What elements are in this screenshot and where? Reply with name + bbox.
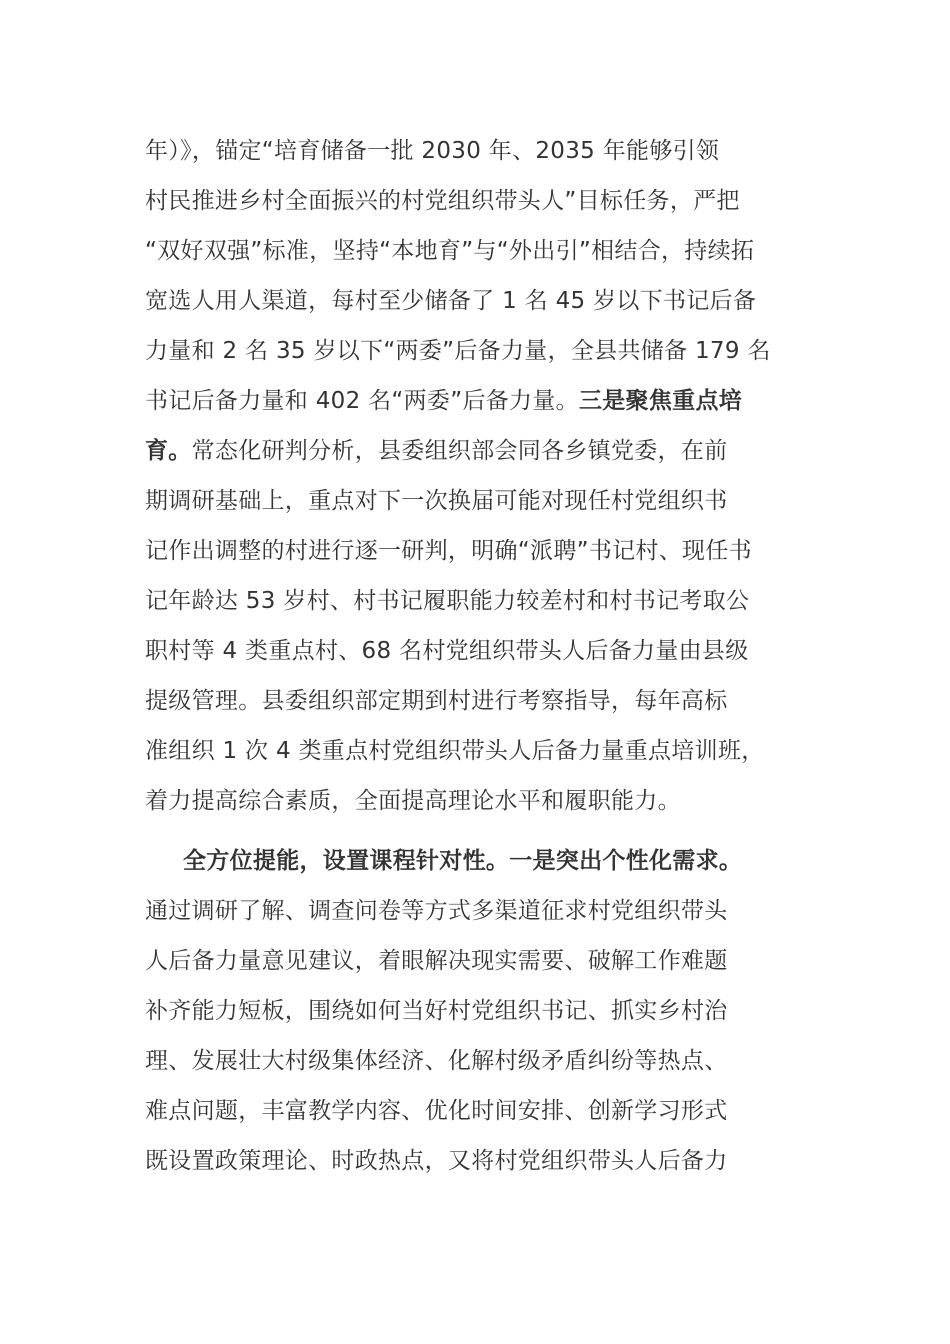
text-line	[145, 1096, 728, 1126]
text-run: 着力提高综合素质，全面提高理论水平和履职能力。	[145, 788, 681, 814]
text-run: 记年龄达 53 岁村、村书记履职能力较差村和村书记考取公	[145, 588, 750, 614]
text-line	[145, 436, 728, 466]
text-line	[145, 946, 728, 976]
text-run: 既设置政策理论、时政热点，又将村党组织带头人后备力	[145, 1148, 728, 1174]
text-run: 补齐能力短板，围绕如何当好村党组织书记、抓实乡村治	[145, 998, 728, 1024]
text-run: 期调研基础上，重点对下一次换届可能对现任村党组织书	[145, 488, 728, 514]
text-run: 书记后备力量和 402 名“两委”后备力量。	[145, 388, 579, 414]
text-line	[145, 786, 681, 816]
text-line	[145, 386, 742, 416]
text-line	[145, 586, 749, 616]
text-line-paragraph-start	[183, 846, 742, 876]
text-run: 难点问题，丰富教学内容、优化时间安排、创新学习形式	[145, 1098, 728, 1124]
text-run: 年）》，锚定“培育储备一批 2030 年、2035 年能够引领	[145, 138, 720, 164]
text-line	[145, 896, 728, 926]
text-run: 常态化研判分析，县委组织部会同各乡镇党委，在前	[191, 438, 728, 464]
text-run: 村民推进乡村全面振兴的村党组织带头人”目标任务，严把	[145, 188, 740, 214]
text-line	[145, 236, 754, 266]
text-line	[145, 536, 752, 566]
text-line	[145, 736, 765, 766]
text-run: 准组织 1 次 4 类重点村党组织带头人后备力量重点培训班，	[145, 738, 765, 764]
text-run: 宽选人用人渠道，每村至少储备了 1 名 45 岁以下书记后备	[145, 288, 757, 314]
text-run: 提级管理。县委组织部定期到村进行考察指导，每年高标	[145, 688, 728, 714]
text-run: 理、发展壮大村级集体经济、化解村级矛盾纠纷等热点、	[145, 1048, 728, 1074]
text-line	[145, 286, 756, 316]
text-run: 职村等 4 类重点村、68 名村党组织带头人后备力量由县级	[145, 638, 749, 664]
text-line	[145, 1046, 728, 1076]
text-run-bold: 三是聚焦重点培	[578, 388, 743, 414]
text-run: “双好双强”标准，坚持“本地育”与“外出引”相结合，持续拓	[145, 238, 755, 264]
text-run: 通过调研了解、调查问卷等方式多渠道征求村党组织带头	[145, 898, 728, 924]
text-run-bold: 育。	[145, 438, 192, 464]
text-line	[145, 136, 719, 166]
text-run-bold: 全方位提能，设置课程针对性。一是突出个性化需求。	[183, 848, 743, 874]
text-line	[145, 686, 728, 716]
text-line	[145, 1146, 728, 1176]
text-run: 记作出调整的村进行逐一研判，明确“派聘”书记村、现任书	[145, 538, 752, 564]
text-line	[145, 996, 728, 1026]
text-run: 人后备力量意见建议，着眼解决现实需要、破解工作难题	[145, 948, 728, 974]
text-line	[145, 336, 771, 366]
text-run: 力量和 2 名 35 岁以下“两委”后备力量，全县共储备 179 名	[145, 338, 771, 364]
text-line	[145, 186, 740, 216]
text-line	[145, 636, 749, 666]
text-line	[145, 486, 728, 516]
